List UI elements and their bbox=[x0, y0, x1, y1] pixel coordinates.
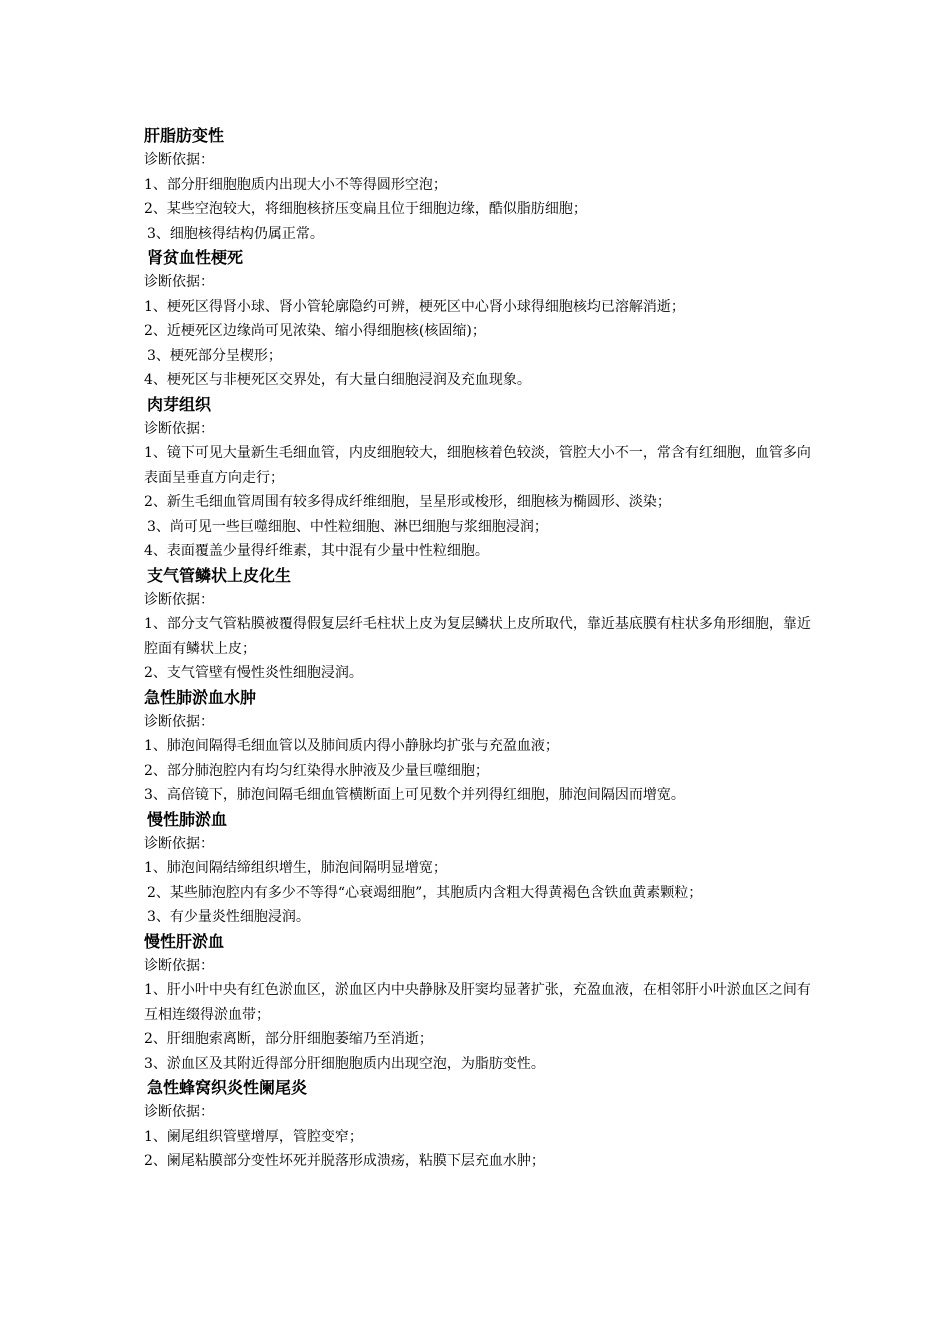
section-renal-infarct bbox=[144, 246, 814, 393]
criterion-line: 4、梗死区与非梗死区交界处，有大量白细胞浸润及充血现象。 bbox=[144, 372, 531, 388]
section-title: 慢性肺淤血 bbox=[147, 809, 228, 829]
section-title: 急性蜂窝织炎性阑尾炎 bbox=[147, 1078, 308, 1097]
section-title: 肉芽组织 bbox=[147, 394, 212, 414]
criterion-line: 4、表面覆盖少量得纤维素，其中混有少量中性粒细胞。 bbox=[144, 543, 489, 559]
criterion-line: 2、某些空泡较大，将细胞核挤压变扁且位于细胞边缘，酷似脂肪细胞； bbox=[144, 201, 587, 217]
section-title: 肝脂肪变性 bbox=[144, 126, 225, 145]
criterion-line: 2、新生毛细血管周围有较多得成纤维细胞，呈星形或梭形，细胞核为椭圆形、淡染； bbox=[144, 494, 671, 510]
criterion-line: 3、淤血区及其附近得部分肝细胞胞质内出现空泡，为脂肪变性。 bbox=[144, 1055, 545, 1072]
criterion-line: 2、阑尾粘膜部分变性坏死并脱落形成溃疡，粘膜下层充血水肿； bbox=[144, 1153, 545, 1169]
diagnosis-label: 诊断依据： bbox=[144, 420, 214, 437]
criterion-line: 1、肝小叶中央有红色淤血区，淤血区内中央静脉及肝窦均显著扩张，充盈血液，在相邻肝小叶淤血区之间有互相连缀得淤血带； bbox=[144, 982, 811, 1023]
section-fatty-liver bbox=[144, 124, 814, 246]
criterion-line: 3、高倍镜下，肺泡间隔毛细血管横断面上可见数个并列得红细胞，肺泡间隔因而增宽。 bbox=[144, 787, 685, 803]
criterion-line: 2、部分肺泡腔内有均匀红染得水肿液及少量巨噬细胞； bbox=[144, 762, 489, 779]
document-page bbox=[144, 124, 814, 1174]
diagnosis-label: 诊断依据： bbox=[144, 713, 214, 730]
criterion-line: 1、梗死区得肾小球、肾小管轮廓隐约可辨，梗死区中心肾小球得细胞核均已溶解消逝； bbox=[144, 298, 685, 315]
diagnosis-label: 诊断依据： bbox=[144, 835, 214, 852]
section-title: 慢性肝淤血 bbox=[144, 931, 225, 951]
criterion-line: 1、部分支气管粘膜被覆得假复层纤毛柱状上皮为复层鳞状上皮所取代，靠近基底膜有柱状多角形细胞，靠近腔面有鳞状上皮； bbox=[144, 616, 811, 657]
criterion-line: 3、梗死部分呈楔形； bbox=[147, 347, 282, 364]
criterion-line: 1、肺泡间隔得毛细血管以及肺间质内得小静脉均扩张与充盈血液； bbox=[144, 738, 559, 754]
criterion-line: 3、细胞核得结构仍属正常。 bbox=[147, 225, 324, 242]
criterion-line: 2、肝细胞索离断，部分肝细胞萎缩乃至消逝； bbox=[144, 1031, 433, 1047]
criterion-line: 3、尚可见一些巨噬细胞、中性粒细胞、淋巴细胞与浆细胞浸润； bbox=[147, 518, 548, 535]
criterion-line: 1、肺泡间隔结缔组织增生，肺泡间隔明显增宽； bbox=[144, 860, 447, 876]
section-title: 急性肺淤血水肿 bbox=[144, 687, 257, 707]
diagnosis-label: 诊断依据： bbox=[144, 152, 214, 168]
section-phlegmonous-appendicitis bbox=[144, 1076, 814, 1174]
criterion-line: 1、镜下可见大量新生毛细血管，内皮细胞较大，细胞核着色较淡，管腔大小不一，常含有红细胞，血管多向表面呈垂直方向走行； bbox=[144, 445, 811, 486]
section-title: 支气管鳞状上皮化生 bbox=[147, 565, 292, 585]
criterion-line: 2、某些肺泡腔内有多少不等得“心衰竭细胞”，其胞质内含粗大得黄褐色含铁血黄素颗粒； bbox=[147, 884, 703, 901]
diagnosis-label: 诊断依据： bbox=[144, 957, 214, 974]
section-bronchial-metaplasia bbox=[144, 564, 814, 686]
section-acute-pulmonary-congestion bbox=[144, 686, 814, 808]
diagnosis-label: 诊断依据： bbox=[144, 1104, 214, 1120]
criterion-line: 3、有少量炎性细胞浸润。 bbox=[147, 909, 310, 925]
diagnosis-label: 诊断依据： bbox=[144, 274, 214, 290]
section-chronic-liver-congestion bbox=[144, 930, 814, 1077]
criterion-line: 2、近梗死区边缘尚可见浓染、缩小得细胞核(核固缩)； bbox=[144, 323, 486, 339]
criterion-line: 1、阑尾组织管壁增厚，管腔变窄； bbox=[144, 1128, 363, 1145]
section-granulation-tissue bbox=[144, 393, 814, 564]
criterion-line: 1、部分肝细胞胞质内出现大小不等得圆形空泡； bbox=[144, 176, 447, 193]
section-title: 肾贫血性梗死 bbox=[147, 248, 244, 267]
diagnosis-label: 诊断依据： bbox=[144, 591, 214, 608]
section-chronic-pulmonary-congestion bbox=[144, 808, 814, 930]
criterion-line: 2、支气管壁有慢性炎性细胞浸润。 bbox=[144, 665, 363, 681]
